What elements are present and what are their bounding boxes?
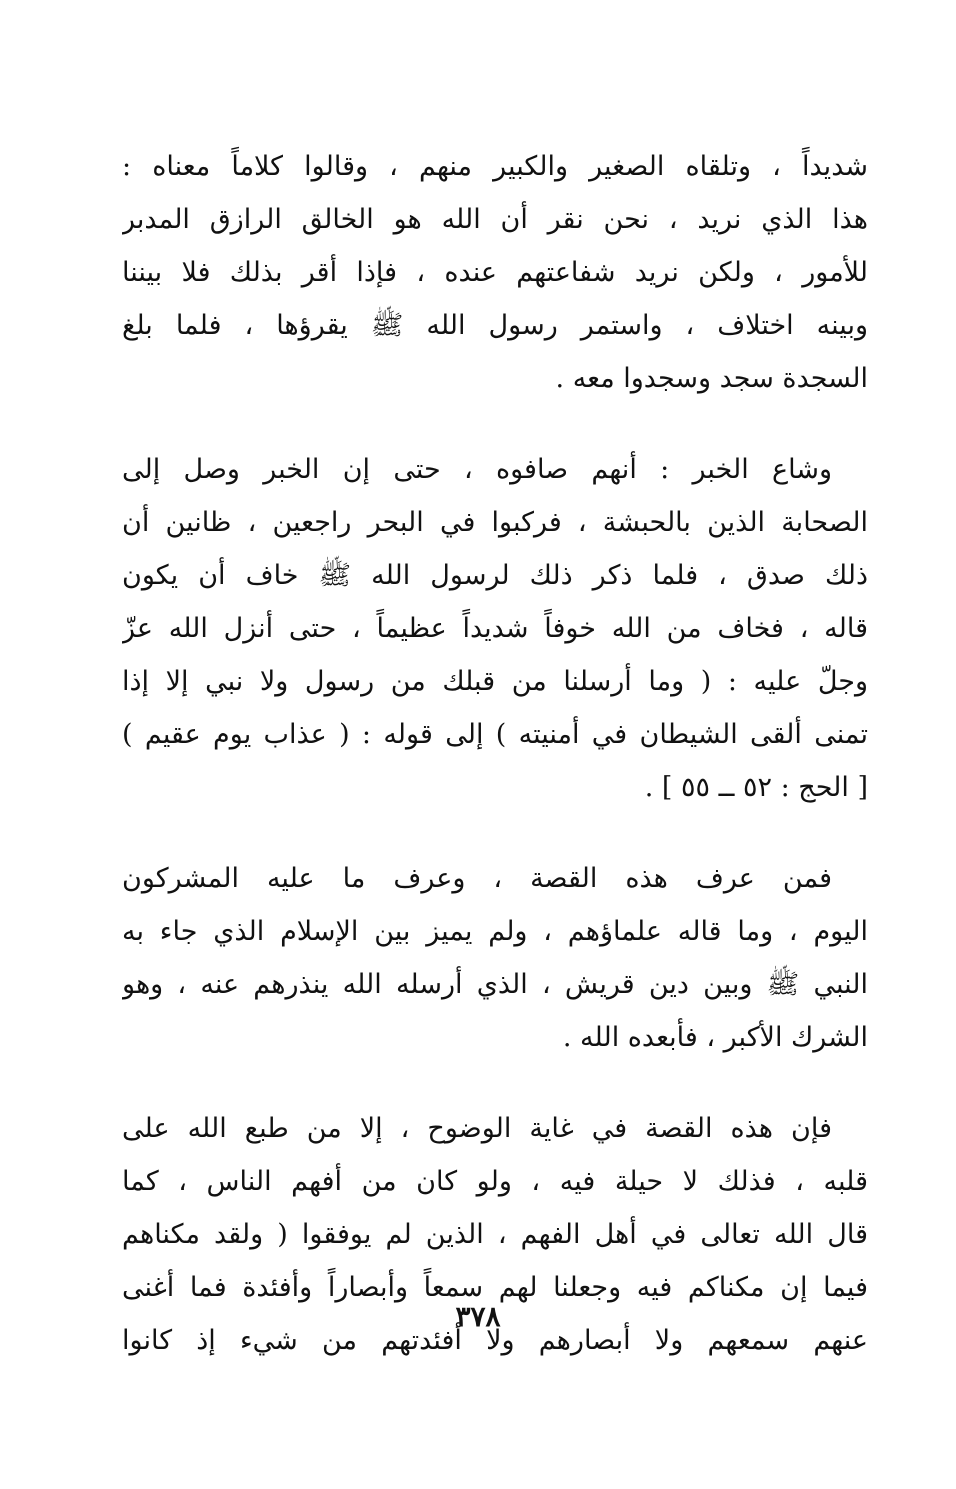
text-line: الشرك الأكبر ، فأبعده الله . — [562, 1022, 868, 1053]
text-line: فإن هذه القصة في غاية الوضوح ، إلا من طبع الله على — [122, 1113, 832, 1144]
text-line: شديداً ، وتلقاه الصغير والكبير منهم ، وقالوا كلاماً معناه : — [122, 151, 868, 182]
text-line: وشاع الخبر : أنهم صافوه ، حتى إن الخبر وصل إلى — [122, 454, 832, 485]
text-line: وجلّ عليه : ( وما أرسلنا من قبلك من رسول ولا نبي إلا إذا — [122, 666, 868, 697]
page-number: ٣٧٨ — [455, 1300, 501, 1333]
paragraph-spacer — [122, 814, 868, 852]
book-page-body — [122, 140, 868, 1367]
text-line: اليوم ، وما قاله علماؤهم ، ولم يميز بين الإسلام الذي جاء به — [122, 916, 868, 947]
text-line: عنهم سمعهم ولا أبصارهم ولا أفئدتهم من شيء إذ كانوا — [122, 1325, 868, 1356]
text-line: قاله ، فخاف من الله خوفاً شديداً عظيماً ، حتى أنزل الله عزّ — [122, 613, 868, 644]
paragraph-3 — [122, 852, 868, 1064]
text-line: وبينه اختلاف ، واستمر رسول الله ﷺ يقرؤها ، فلما بلغ — [122, 310, 868, 341]
text-line: تمنى ألقى الشيطان في أمنيته ) إلى قوله : ( عذاب يوم عقيم ) — [122, 719, 868, 750]
paragraph-spacer — [122, 1064, 868, 1102]
paragraph-1 — [122, 140, 868, 405]
text-line: فمن عرف هذه القصة ، وعرف ما عليه المشركون — [122, 863, 832, 894]
text-line: هذا الذي نريد ، نحن نقر أن الله هو الخالق الرازق المدبر — [122, 204, 868, 235]
text-line: [ الحج : ٥٢ ــ ٥٥ ] . — [644, 772, 868, 803]
text-line: للأمور ، ولكن نريد شفاعتهم عنده ، فإذا أقر بذلك فلا بيننا — [122, 257, 868, 288]
text-line: الصحابة الذين بالحبشة ، فركبوا في البحر راجعين ، ظانين أن — [122, 507, 868, 538]
paragraph-2 — [122, 443, 868, 814]
text-line: قال الله تعالى في أهل الفهم ، الذين لم يوفقوا ( ولقد مكناهم — [122, 1219, 868, 1250]
text-line: النبي ﷺ وبين دين قريش ، الذي أرسله الله ينذرهم عنه ، وهو — [122, 969, 868, 1000]
paragraph-spacer — [122, 405, 868, 443]
text-line: فيما إن مكناكم فيه وجعلنا لهم سمعاً وأبصاراً وأفئدة فما أغنى — [122, 1272, 868, 1303]
text-line: قلبه ، فذلك لا حيلة فيه ، ولو كان من أفهم الناس ، كما — [122, 1166, 868, 1197]
text-line: السجدة سجد وسجدوا معه . — [555, 363, 868, 394]
text-line: ذلك صدق ، فلما ذكر ذلك لرسول الله ﷺ خاف أن يكون — [122, 560, 868, 591]
